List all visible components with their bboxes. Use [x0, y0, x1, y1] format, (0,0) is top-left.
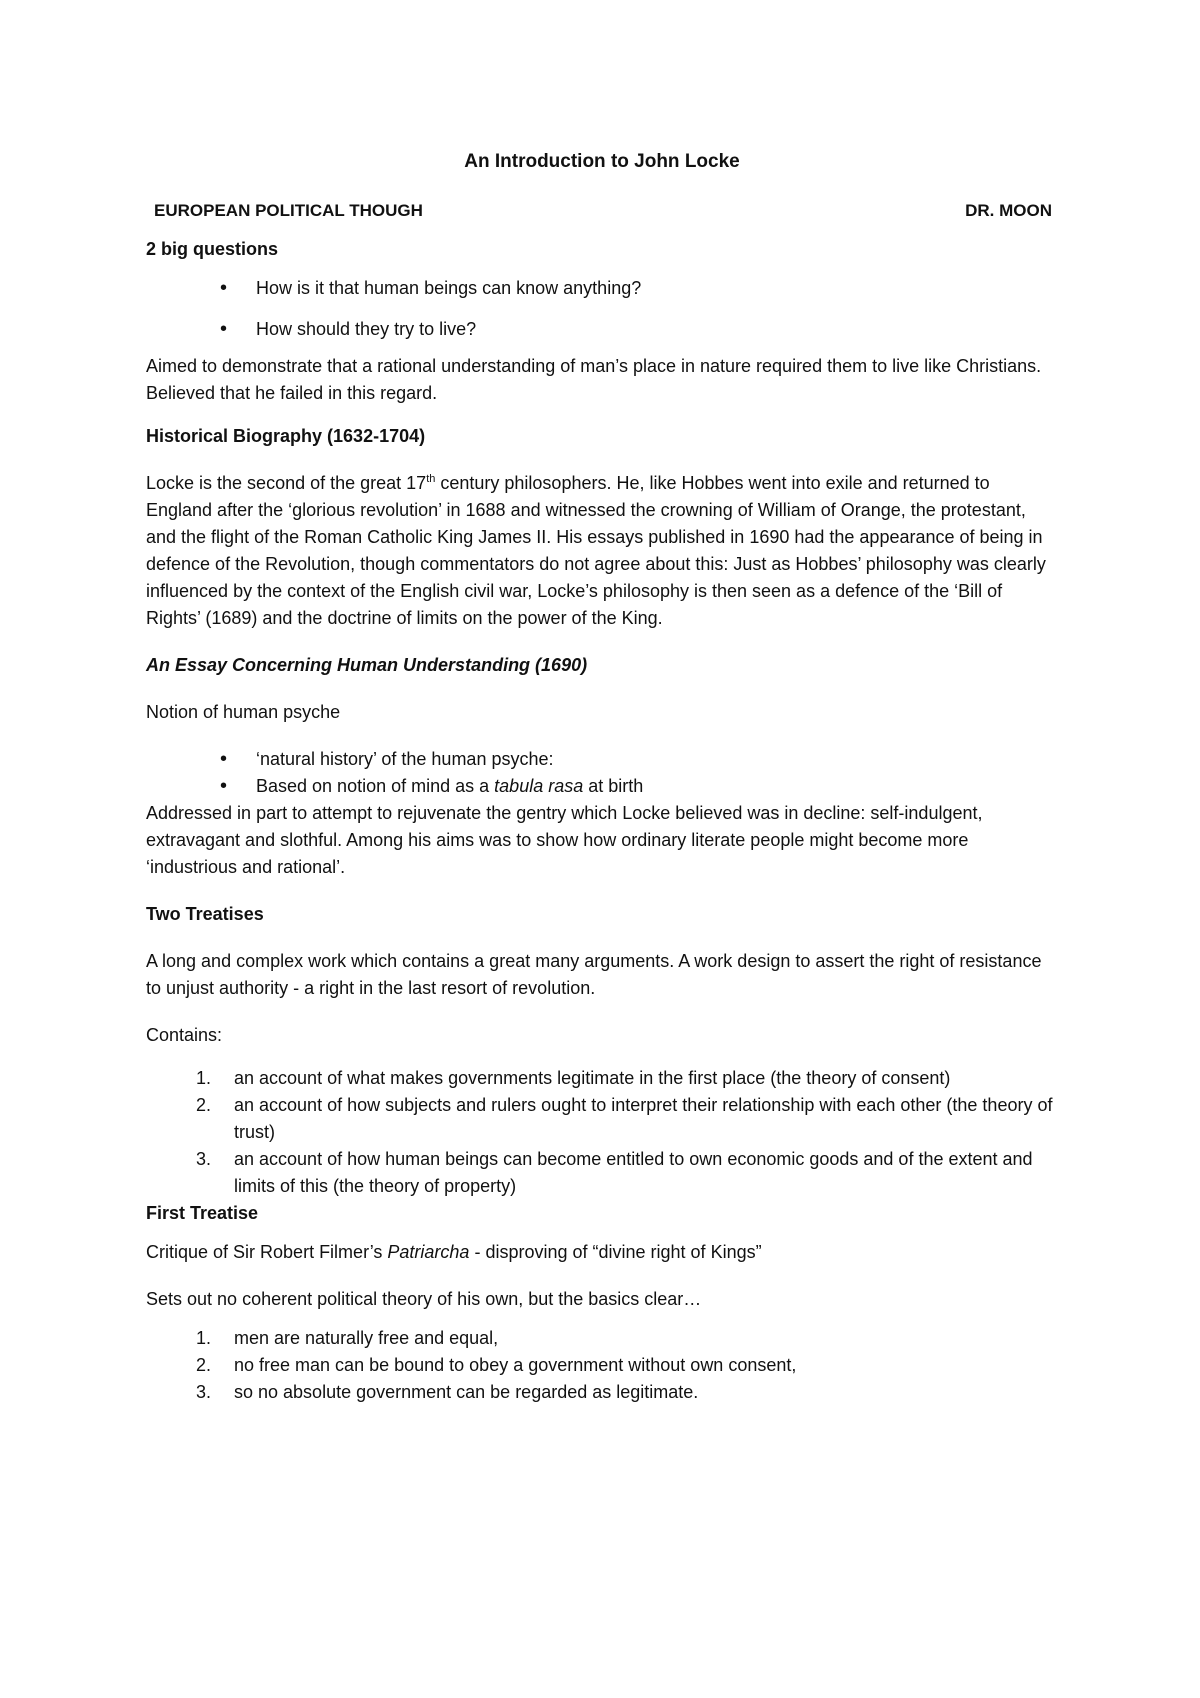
essay-paragraph: Addressed in part to attempt to rejuvenate the gentry which Locke believed was in decline: self-indulgent, extravagant and slothful. Among his aims was to show how ordinary literate people might become more ‘industrious and rational’.	[146, 803, 983, 877]
first-treatise-heading: First Treatise	[146, 1203, 259, 1223]
list-item	[146, 773, 1058, 800]
list-text: so no absolute government can be regarded as legitimate.	[234, 1382, 699, 1402]
list-text: an account of what makes governments legitimate in the first place (the theory of consent)	[234, 1068, 951, 1088]
big-questions-list	[146, 275, 1058, 343]
ordinal-suffix: th	[426, 473, 436, 485]
document-body	[146, 148, 1058, 1406]
list-number: 2.	[196, 1355, 212, 1375]
biography-text-rest: century philosophers. He, like Hobbes went into exile and returned to England after the ‘glorious revolution’ in 1688 and witnessed the crowning of William of Orange, the protestant, and the flight of the Roman Catholic King James II. His essays published in 1690 had the appearance of being in defence of the Revolution, though commentators do not agree about this: Just as Hobbes’ philosophy was clearly influenced by the context of the English civil war, Locke’s philosophy is then seen as a defence of the ‘Bill of Rights’ (1689) and the doctrine of limits on the power of the King.	[146, 473, 1046, 628]
essay-bullets	[146, 746, 1058, 800]
list-item	[146, 1325, 1058, 1352]
list-item	[146, 1379, 1058, 1406]
critique-title: Patriarcha	[387, 1242, 470, 1262]
course-name: EUROPEAN POLITICAL THOUGH	[154, 201, 423, 220]
list-text: no free man can be bound to obey a government without own consent,	[234, 1355, 797, 1375]
list-text: men are naturally free and equal,	[234, 1328, 499, 1348]
course-header	[154, 197, 1058, 224]
critique-line	[146, 1239, 1058, 1266]
bullet-text-end: at birth	[583, 776, 644, 796]
list-item: • How should they try to live?	[146, 316, 1058, 343]
big-questions-heading: 2 big questions	[146, 239, 279, 259]
critique-text: Critique of Sir Robert Filmer’s	[146, 1242, 388, 1262]
treatises-numbered-list	[146, 1065, 1058, 1200]
list-item	[146, 1146, 1058, 1200]
treatises-paragraph: A long and complex work which contains a great many arguments. A work design to assert the right of resistance to unjust authority - a right in the last resort of revolution.	[146, 951, 1042, 998]
aim-paragraph: Aimed to demonstrate that a rational understanding of man’s place in nature required them to live like Christians. Believed that he failed in this regard.	[146, 356, 1042, 403]
essay-subheading: Notion of human psyche	[146, 702, 341, 722]
document-title: An Introduction to John Locke	[464, 151, 740, 172]
list-number: 3.	[196, 1382, 212, 1402]
list-item	[146, 1065, 1058, 1092]
first-treatise-list	[146, 1325, 1058, 1406]
list-number: 1.	[196, 1068, 212, 1088]
essay-heading: An Essay Concerning Human Understanding (1690)	[146, 655, 588, 675]
critique-text-end: - disproving of “divine right of Kings”	[469, 1242, 762, 1262]
list-number: 2.	[196, 1095, 212, 1115]
list-number: 1.	[196, 1328, 212, 1348]
list-text: an account of how subjects and rulers ought to interpret their relationship with each other (the theory of trust)	[234, 1095, 1053, 1142]
list-item: • ‘natural history’ of the human psyche:	[146, 746, 1058, 773]
biography-paragraph	[146, 470, 1058, 632]
lecturer-name: DR. MOON	[965, 201, 1052, 220]
list-text: an account of how human beings can become entitled to own economic goods and of the extent and limits of this (the theory of property)	[234, 1149, 1033, 1196]
list-item	[146, 1352, 1058, 1379]
bullet-text: Based on notion of mind as a	[256, 776, 495, 796]
biography-text-start: Locke is the second of the great 17	[146, 473, 427, 493]
list-item	[146, 1092, 1058, 1146]
biography-heading: Historical Biography (1632-1704)	[146, 426, 426, 446]
list-number: 3.	[196, 1149, 212, 1169]
treatises-heading: Two Treatises	[146, 904, 264, 924]
contains-label: Contains:	[146, 1025, 223, 1045]
list-item: • How is it that human beings can know anything?	[146, 275, 1058, 302]
sets-out-line: Sets out no coherent political theory of his own, but the basics clear…	[146, 1289, 702, 1309]
bullet-italic-term: tabula rasa	[494, 776, 584, 796]
